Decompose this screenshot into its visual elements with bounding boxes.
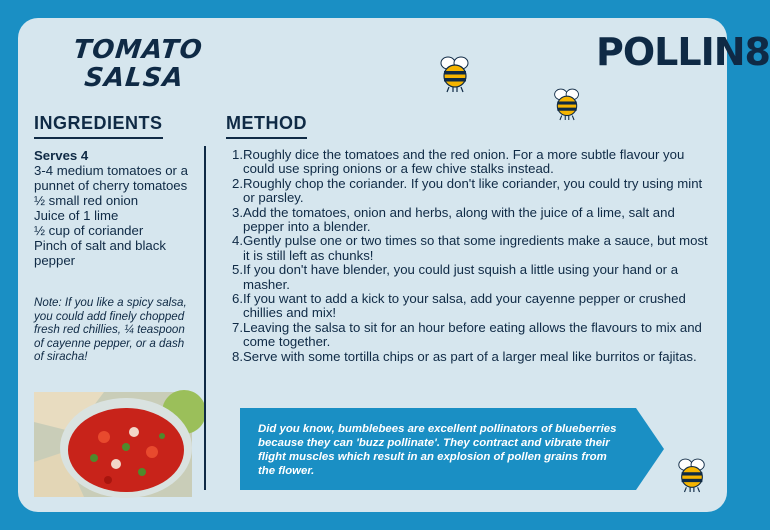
method-step: 5. If you don't have blender, you could just squish a little using your hand or a masher. [232, 262, 679, 292]
pollin8-logo: POLLIN8 [596, 30, 770, 74]
method-heading: METHOD [226, 113, 307, 133]
method-step: 8. Serve with some tortilla chips or as part of a larger meal like burritos or fajitas. [232, 348, 697, 364]
ingredient-item: Pinch of salt and black pepper [34, 238, 166, 268]
serves-label: Serves 4 [34, 148, 89, 163]
method-step: 4. Gently pulse one or two times so that some ingredients make a sauce, but most it is still left as chunks! [232, 233, 708, 263]
spicy-note: Note: If you like a spicy salsa, you could add finely chopped fresh red chillies, ¼ teaspoon of cayenne pepper, or a dash of siracha! [34, 296, 187, 363]
method-step: 7. Leaving the salsa to sit for an hour before eating allows the flavours to mix and come together. [232, 319, 702, 350]
ingredients-list [34, 148, 200, 268]
salsa-photo [34, 392, 192, 497]
title-line-1: TOMATO [71, 35, 205, 65]
recipe-card [18, 18, 770, 512]
title-line-2: SALSA [82, 63, 186, 93]
bee-icon [438, 56, 472, 94]
ingredients-heading: INGREDIENTS [34, 113, 163, 133]
column-divider [204, 146, 206, 490]
ingredient-item: Juice of 1 lime [34, 208, 119, 223]
method-list [228, 148, 708, 364]
ingredient-item: ½ cup of coriander [34, 223, 144, 238]
method-step: 6. If you want to add a kick to your salsa, add your cayenne pepper or crushed chillies and mix! [232, 291, 686, 321]
ingredient-item: 3-4 medium tomatoes or a punnet of cherry tomatoes [34, 163, 188, 193]
fact-text: Did you know, bumblebees are excellent pollinators of blueberries because they can 'buzz pollinate'. They contract and vibrate their flight muscles which result in an explosion of pollen grains from the flower. [258, 423, 617, 477]
ingredient-item: ½ small red onion [34, 193, 139, 208]
recipe-title [69, 36, 204, 92]
bee-icon [676, 458, 708, 494]
method-step: 2. Roughly chop the coriander. If you don't like coriander, you could try using mint or parsley. [232, 175, 703, 206]
fact-box [240, 408, 664, 490]
method-step: 1. Roughly dice the tomatoes and the red onion. For a more subtle flavour you could use spring onions or a few chive stalks instead. [232, 147, 685, 177]
bee-icon [552, 88, 582, 122]
method-step: 3. Add the tomatoes, onion and herbs, along with the juice of a lime, salt and pepper into a blender. [232, 204, 675, 235]
